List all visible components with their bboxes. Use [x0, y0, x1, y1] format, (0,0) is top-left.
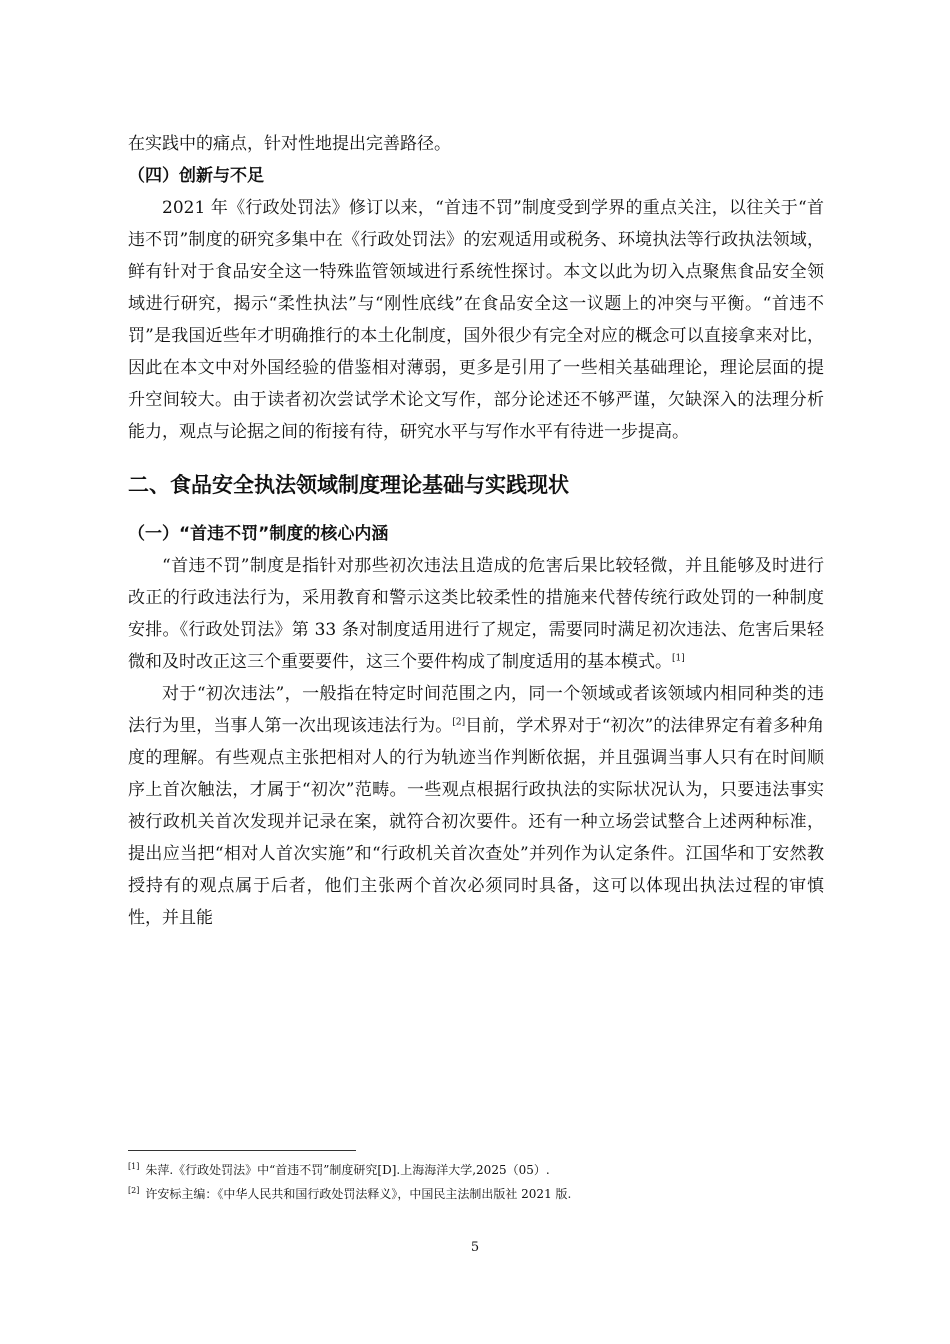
page-body: [128, 128, 824, 934]
footnote-mark: [1]: [128, 1162, 140, 1171]
section-heading-2: 二、食品安全执法领域制度理论基础与实践现状: [128, 473, 569, 497]
heading-innovation: （四）创新与不足: [128, 166, 264, 186]
paragraph-first-violation: [128, 678, 824, 934]
footnote-item: [128, 1158, 824, 1182]
footnotes: [128, 1158, 824, 1206]
footnote-item: [128, 1182, 824, 1206]
footnote-mark: [2]: [128, 1186, 140, 1195]
footnote-text: 朱萍.《行政处罚法》中“首违不罚”制度研究[D].上海海洋大学,2025（05）.: [145, 1163, 550, 1177]
paragraph-core-meaning: [128, 550, 824, 678]
paragraph-first-violation-text-b: 目前，学术界对于“初次”的法律界定有着多种角度的理解。有些观点主张把相对人的行为轨迹当作判断依据，并且强调当事人只有在时间顺序上首次触法，才属于“初次”范畴。一些观点根据行政执法的实际状况认为，只要违法事实被行政机关首次发现并记录在案，就符合初次要件。还有一种立场尝试整合上述两种标准，提出应当把“相对人首次实施”和“行政机关首次查处”并列作为认定条件。江国华和丁安然教授持有的观点属于后者，他们主张两个首次必须同时具备，这可以体现出执法过程的审慎性，并且能: [128, 716, 824, 928]
heading-core-meaning: （一）“首违不罚”制度的核心内涵: [128, 524, 389, 544]
paragraph-first-violation-text-a: 对于“初次违法”，一般指在特定时间范围之内，同一个领域或者该领域内相同种类的违法行为里，当事人第一次出现该违法行为。: [128, 684, 824, 736]
footnote-divider: [128, 1150, 356, 1151]
citation-ref-2[interactable]: [2]: [452, 717, 466, 728]
paragraph-innovation: 2021 年《行政处罚法》修订以来，“首违不罚”制度受到学界的重点关注，以往关于“首违不罚”制度的研究多集中在《行政处罚法》的宏观适用或税务、环境执法等行政执法领域，鲜有针对于食品安全这一特殊监管领域进行系统性探讨。本文以此为切入点聚焦食品安全领域进行研究，揭示“柔性执法”与“刚性底线”在食品安全这一议题上的冲突与平衡。“首违不罚”是我国近些年才明确推行的本土化制度，国外很少有完全对应的概念可以直接拿来对比，因此在本文中对外国经验的借鉴相对薄弱，更多是引用了一些相关基础理论，理论层面的提升空间较大。由于读者初次尝试学术论文写作，部分论述还不够严谨，欠缺深入的法理分析能力，观点与论据之间的衔接有待，研究水平与写作水平有待进一步提高。: [128, 198, 824, 442]
footnote-text: 许安标主编：《中华人民共和国行政处罚法释义》，中国民主法制出版社 2021 版.: [145, 1187, 572, 1201]
paragraph-core-meaning-text: “首违不罚”制度是指针对那些初次违法且造成的危害后果比较轻微，并且能够及时进行改正的行政违法行为，采用教育和警示这类比较柔性的措施来代替传统行政处罚的一种制度安排。《行政处罚法》第 33 条对制度适用进行了规定，需要同时满足初次违法、危害后果轻微和及时改正这三个重要要件，这三个要件构成了制度适用的基本模式。: [128, 556, 824, 672]
paragraph-continuation: 在实践中的痛点，针对性地提出完善路径。: [128, 134, 451, 154]
citation-ref-1[interactable]: [1]: [672, 653, 685, 664]
page-number: 5: [470, 1240, 480, 1255]
